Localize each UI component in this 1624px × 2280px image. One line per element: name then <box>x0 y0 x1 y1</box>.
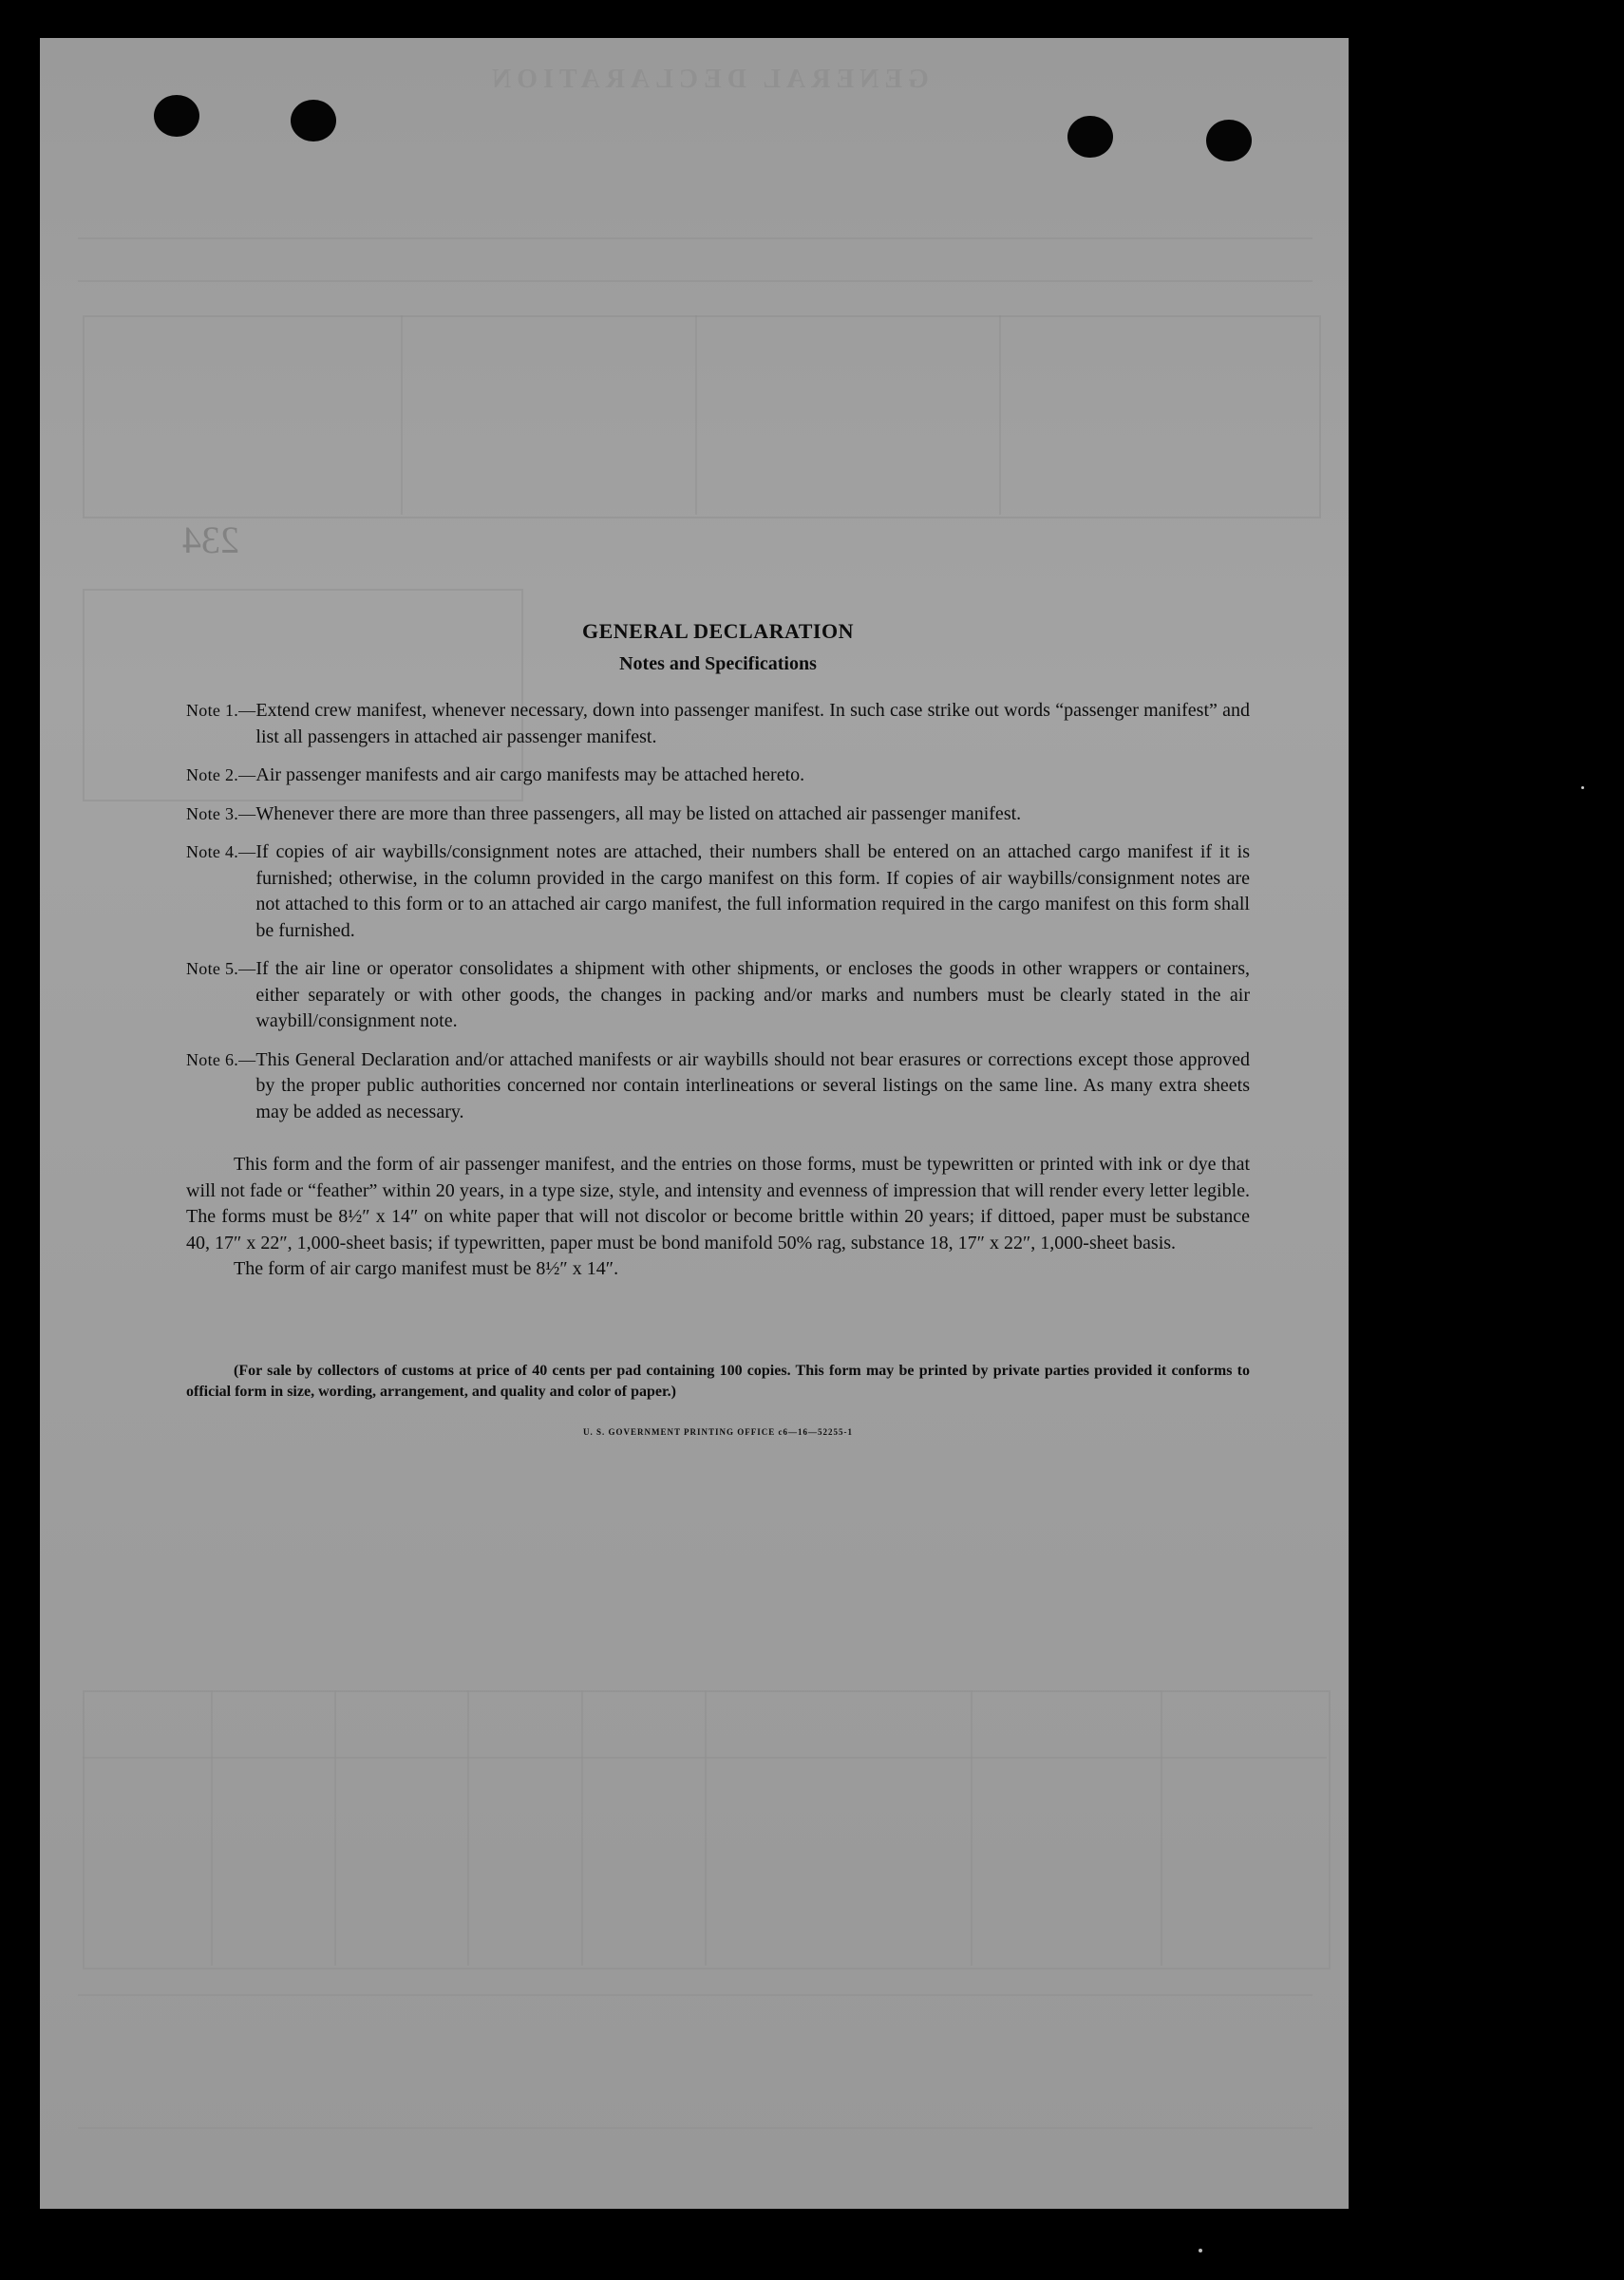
bleed-through-column-rule <box>467 1690 469 1966</box>
bleed-through-column-rule <box>211 1690 213 1966</box>
bleed-through-rule <box>78 1994 1312 1996</box>
scan-speck <box>1199 2249 1202 2252</box>
bleed-through-column-rule <box>999 315 1001 515</box>
note-label: Note 3.— <box>186 803 256 823</box>
cargo-manifest-size: The form of air cargo manifest must be 8½″ x 14″. <box>234 1258 619 1279</box>
printer-line: U. S. GOVERNMENT PRINTING OFFICE c6—16—52255-1 <box>582 1426 854 1437</box>
bleed-through-column-rule <box>581 1690 583 1966</box>
sale-notice: (For sale by collectors of customs at price of 40 cents per pad containing 100 copies. This form may be printed by private parties provided it conforms to official form in size, wording, arrangement, and quality and color of paper.) <box>186 1362 1250 1400</box>
note-text: Whenever there are more than three passengers, all may be listed on attached air passenger manifest. <box>255 802 1022 824</box>
note-text: Extend crew manifest, whenever necessary, down into passenger manifest. In such case strike out words “passenger manifest” and list all passengers in attached air passenger manifest. <box>255 700 1250 747</box>
note-label: Note 4.— <box>186 842 256 861</box>
notes-content <box>186 619 1250 1437</box>
note-label: Note 6.— <box>186 1049 256 1069</box>
bleed-through-rule <box>78 2127 1312 2129</box>
bleed-through-number: 234 <box>182 518 239 561</box>
punch-hole <box>1067 116 1113 158</box>
note-text: This General Declaration and/or attached manifests or air waybills should not bear erasures or corrections except those approved by the proper public authorities concerned nor contain interlineations or several listings on the same line. As many extra sheets may be added as necessary. <box>255 1048 1250 1122</box>
note-text: If the air line or operator consolidates a shipment with other shipments, or encloses the goods in other wrappers or containers, either separately or with other goods, the changes in packing and/or marks and numbers must be clearly stated in the air waybill/consignment note. <box>255 958 1250 1031</box>
bleed-through-cargo-table <box>83 1690 1331 1969</box>
document-subtitle: Notes and Specifications <box>619 653 817 674</box>
bleed-through-rule <box>78 280 1312 282</box>
bleed-through-title: GENERAL DECLARATION <box>486 65 929 94</box>
bleed-through-column-rule <box>334 1690 336 1966</box>
note-label: Note 5.— <box>186 959 256 978</box>
note-5 <box>186 956 1250 1035</box>
note-2 <box>186 763 1250 789</box>
note-label: Note 1.— <box>186 701 256 720</box>
specification-paragraph: This form and the form of air passenger manifest, and the entries on those forms, must be typewritten or printed with ink or dye that will not fade or “feather” within 20 years, in a type size, style, and intensity and evenness of impression that will render every letter legible. The forms must be 8½″ x 14″ on white paper that will not discolor or become brittle within 20 years; if dittoed, paper must be substance 40, 17″ x 22″, 1,000-sheet basis; if typewritten, paper must be bond manifold 50% rag, substance 18, 17″ x 22″, 1,000-sheet basis. <box>186 1154 1250 1253</box>
document-title: GENERAL DECLARATION <box>582 619 854 643</box>
document-page <box>40 38 1349 2209</box>
punch-hole <box>1206 120 1252 161</box>
bleed-through-column-rule <box>695 315 697 515</box>
bleed-through-column-rule <box>971 1690 973 1966</box>
note-text: If copies of air waybills/consignment notes are attached, their numbers shall be entered on an attached cargo manifest if it is furnished; otherwise, in the column provided in the cargo manifest on this form. If copies of air waybills/consignment notes are not attached to this form or to an attached air cargo manifest, the full information required in the cargo manifest on this form shall be furnished. <box>255 841 1250 941</box>
bleed-through-column-rule <box>705 1690 707 1966</box>
note-label: Note 2.— <box>186 765 256 784</box>
punch-hole <box>291 100 336 141</box>
bleed-through-column-rule <box>401 315 403 515</box>
note-3 <box>186 801 1250 828</box>
bleed-through-itinerary-table <box>83 315 1321 518</box>
scan-speck <box>1581 786 1584 789</box>
bleed-through-rule <box>78 237 1312 239</box>
note-4 <box>186 839 1250 944</box>
bleed-through-column-rule <box>1161 1690 1162 1966</box>
note-6 <box>186 1047 1250 1126</box>
note-text: Air passenger manifests and air cargo manifests may be attached hereto. <box>255 764 805 785</box>
note-1 <box>186 698 1250 750</box>
punch-hole <box>154 95 199 137</box>
